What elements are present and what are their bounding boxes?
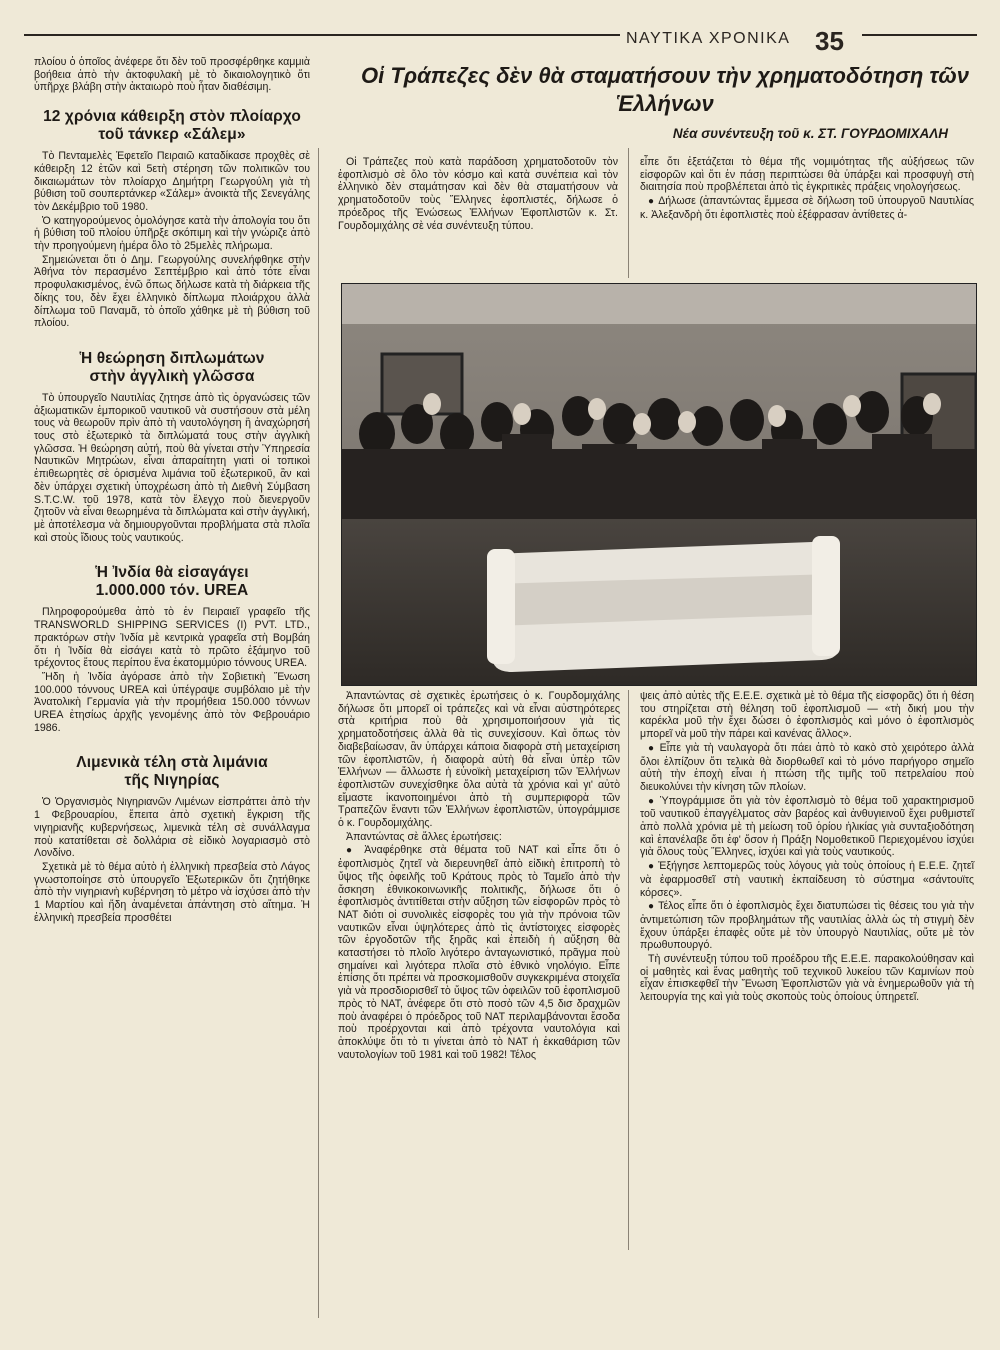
article-text: Ἀπαντώντας σὲ ἄλλες ἐρωτήσεις:: [346, 830, 502, 843]
article-text: Ἀπαντώντας σὲ σχετικὲς ἐρωτήσεις ὁ κ. Γουρδομιχάλης δήλωσε ὅτι μπορεῖ οἱ τράπεζες καὶ νὰ εἶναι αὐστηρότερες στὰ κριτήρια ποὺ θὰ χρησιμοποιήσουν γιὰ τὶς χρηματοδοτήσεις ἀλλὰ θὰ τὶς συνεχίσουν. Καὶ ὅπως τὸν διαβεβαίωσαν, ἂν ὑπάρχει κάποια διαφορὰ στὴ μεταχείριση τῶν ἐφοπλιστῶν, ἡ διαφορὰ αὐτὴ θὰ εἶναι ὑπὲρ τῶν Ἑλλήνων — ἄλλωστε ἡ εὐνοϊκὴ μεταχείριση τῶν Ἑλλήνων ἐφοπλιστῶν συνεχίσθηκε ὅλα αὐτὰ τὰ χρόνια καὶ γι' αὐτὸ εἴμαστε ἱκανοποιημένοι ἀπὸ τὴ συμπεριφορὰ τῶν Τραπεζῶν ἔναντι τῶν Ἑλλήνων ἐφοπλιστῶν, ὑπογράμμισε ὁ κ. Γουρδομιχάλης.: [338, 690, 620, 830]
article-text: ψεις ἀπὸ αὐτὲς τῆς Ε.Ε.Ε. σχετικὰ μὲ τὸ θέμα τῆς εἰσφορᾶς) ὅτι ἡ θέση του στηρίζεται στὴ θέληση τοῦ ἐφοπλισμοῦ — «τὴ δική μου τὴν καρέκλα μοῦ τὴν ἔχει δώσει ὁ ἐφοπλισμὸς καὶ μόνο ὁ ἐφοπλισμὸς μπορεῖ νὰ μοῦ τὴν πάρει καὶ κανένας ἄλλος».: [640, 690, 974, 741]
article-text: Τὴ συνέντευξη τύπου τοῦ προέδρου τῆς Ε.Ε.Ε. παρακολούθησαν καὶ οἱ μαθητὲς καὶ ἕνας μαθητὴς τοῦ τεχνικοῦ λυκείου τῶν Καμινίων ποὺ εἶχαν ἐπισκεφθεῖ τὴν Ἕνωση Ἐφοπλιστῶν γιὰ νὰ ἐνημερωθοῦν γιὰ τὴ λειτουργία της καὶ γιὰ τοὺς σκοποὺς τοὺς ὁποίους ὑπηρετεῖ.: [640, 953, 974, 1004]
main-top-right-column: [640, 156, 974, 223]
column-divider: [318, 148, 319, 1318]
article-text: Τὸ ὑπουργεῖο Ναυτιλίας ζητησε ἀπὸ τὶς ὀργανώσεις τῶν ἀξιωματικῶν ἐμπορικοῦ ναυτικοῦ νὰ συστήσουν στὰ μέλη τους νὰ θεωροῦν πρὶν ἀπὸ τὴ ναυτολόγηση ἢ ἀναχώρησή τους στὸ ἐξωτερικὸ τὰ διπλώματά τους στὴν ἀγγλικὴ γλῶσσα. Ἡ θεώρηση αὐτή, ποὺ θὰ γίνεται στὴν Ὑπηρεσία Ναυτικῶν Μητρώων, εἶναι ἀπαραίτητη γιατὶ οἱ τοπικοὶ ἐπιθεωρητὲς σὲ ὁρισμένα λιμάνια τοῦ ἐξωτερικοῦ, ἂν καὶ δὲν ὑπάρχει σχετικὴ ὑποχρέωση ἀπὸ τὴ Διεθνὴ Σύμβαση S.T.C.W. τοῦ 1978, κατὰ τὸν ἔλεγχο ποὺ διενεργοῦν ζητοῦν νὰ εἶναι θεωρημένα τὰ διπλώματα καὶ στὴν ἀγγλική, μὲ ἀποτέλεσμα νὰ δημιουργοῦνται προβλήματα στὰ πλοῖα καὶ στοὺς ἴδιους τοὺς ναυτικούς.: [34, 391, 310, 544]
article-text: ● Ἐξήγησε λεπτομερῶς τοὺς λόγους γιὰ τοὺς ὁποίους ἡ Ε.Ε.Ε. ζητεῖ νὰ ἐφαρμοσθεῖ στὴ ναυτικὴ ἐκπαίδευση τὸ σύστημα «σάντουϊτς κόρσες».: [640, 860, 974, 899]
article-headline-nigeria: Λιμενικὰ τέλη στὰ λιμάνια τῆς Νιγηρίας: [76, 754, 268, 790]
article-text: Σημειώνεται ὅτι ὁ Δημ. Γεωργούλης συνελήφθηκε στὴν Ἀθήνα τὸν περασμένο Σεπτέμβριο καὶ ἀπὸ τότε εἶναι προφυλακισμένος, ἐνῶ ὅπως δήλωσε κατὰ τὴ διάρκεια τῆς δίκης του, δὲν ἔχει ἑλληνικὸ δίπλωμα πλοιάρχου ἀλλὰ δίπλωμα τοῦ Παναμᾶ, τὸ ὁποῖο χάθηκε μὲ τὴ βύθιση τοῦ πλοίου.: [34, 253, 310, 330]
article-headline-salem: 12 χρόνια κάθειρξη στὸν πλοίαρχο τοῦ τάνκερ «Σάλεμ»: [43, 108, 301, 144]
article-text: Ὁ κατηγορούμενος ὁμολόγησε κατὰ τὴν ἀπολογία του ὅτι ἡ βύθιση τοῦ πλοίου ὑπῆρξε σκόπιμη καὶ τὴν γνώριζε ἀπὸ τὴν προηγούμενη ἡμέρα ὅλο τὸ 25μελὲς πλήρωμα.: [34, 214, 310, 253]
magazine-name: ΝΑΥΤΙΚΑ ΧΡΟΝΙΚΑ: [626, 30, 791, 47]
main-bottom-left-column: [338, 690, 620, 1062]
article-text: Πληροφορούμεθα ἀπὸ τὸ ἐν Πειραιεῖ γραφεῖο τῆς TRANSWORLD SHIPPING SERVICES (I) PVT. LTD., πρακτόρων στὴν Ἰνδία μὲ κεντρικὰ γραφεῖα στὴ Βομβάη ὅτι ἡ Ἰνδία θὰ εἰσάγει κατὰ τὸ πρῶτο ἑξάμηνο τοῦ τρέχοντος ἔτους περίπου ἕνα ἑκατομμύριο τόννους UREA.: [34, 606, 310, 670]
header-rule: [24, 34, 620, 36]
article-text: ● Εἶπε γιὰ τὴ ναυλαγορὰ ὅτι πάει ἀπὸ τὸ κακὸ στὸ χειρότερο ἀλλὰ ὅλοι ἐλπίζουν ὅτι τελικὰ θὰ διορθωθεῖ καὶ τὸ μόνο παρήγορο σημεῖο αὐτὴ τὴν ἐποχὴ εἶναι ἡ πτώση τῆς τιμῆς τοῦ πετρελαίου ποὺ διευκολύνει τὴν κίνηση τῶν πλοίων.: [640, 742, 974, 794]
main-bottom-right-column: [640, 690, 974, 1005]
column-divider: [628, 690, 629, 1250]
main-subhead: Νέα συνέντευξη τοῦ κ. ΣΤ. ΓΟΥΡΔΟΜΙΧΑΛΗ: [672, 126, 948, 141]
main-top-left-column: [338, 156, 618, 233]
press-conference-photo: [341, 283, 977, 686]
page-number: 35: [815, 26, 844, 56]
article-text: ● Ἀναφέρθηκε στὰ θέματα τοῦ ΝΑΤ καὶ εἶπε ὅτι ὁ ἐφοπλισμὸς ζητεῖ νὰ διερευνηθεῖ ἀπὸ εἰδικὴ ἐπιτροπὴ τὸ ὕψος τῆς ὀφειλῆς τοῦ Κράτους πρὸς τὸ Ταμεῖο ἀπὸ τὴν ἄσκηση ἐθνικοκοινωνικῆς πολιτικῆς, δήλωσε ὅτι ὁ ἐφοπλισμὸς ἀντιτίθεται στὴν αὔξηση τῶν εἰσφορῶν πρὸς τὸ ΝΑΤ διότι οἱ συνολικὲς εἰσφορὲς του γιὰ τὴν πρόνοια τῶν ναυτικῶν εἶναι ὑψηλότερες ἀπὸ τὶς ἀντίστοιχες εἰσφορὲς τῶν ἐργοδοτῶν τῆς ξηρᾶς καὶ ἐπειδὴ ἡ αὔξηση θὰ καταστήσει τὸ πλοῖο λιγότερο ἀνταγωνιστικό, πρᾶγμα ποὺ σημαίνει καὶ λιγότερα πλοῖα στὸ ἐθνικὸ νηολόγιο. Εἶπε ἐπίσης ὅτι πρέπει νὰ προσκομισθοῦν συγκεκριμένα στοιχεῖα γιὰ νὰ προσδιορισθεῖ τὸ ὕψος τῶν ὀφειλῶν τοῦ ἐφοπλισμοῦ πρὸς τὸ ΝΑΤ, ἀνέφερε ὅτι στὸ ποσὸ τῶν 4,5 δισ δραχμῶν ποὺ ἀναφέρει ὁ πρόεδρος τοῦ ΝΑΤ περιλαμβάνονται ἔσοδα ποὺ προέρχονται καὶ ἀπὸ τρέχοντα ναυτολόγια καὶ ἀποκλύψε ὅτι τὸ τι γίνεται ἀπὸ τὸ ΝΑΤ ἡ ἐκκαθάριση τῶν ναυτολογίων τοῦ 1981 καὶ τοῦ 1982! Τέλος: [338, 844, 620, 1061]
article-text: Ὁ Ὀργανισμὸς Νιγηριανῶν Λιμένων εἰσπράττει ἀπὸ τὴν 1 Φεβρουαρίου, ἔπειτα ἀπὸ σχετικὴ ἔγκριση τῆς νιγηριανῆς κυβερνήσεως, λιμενικὰ τέλη σὲ συνάλλαγμα ποὺ κατατίθεται σὲ δολλάρια σὲ εἰδικὸ λογαριασμὸ στὸ Λονδίνο.: [34, 796, 310, 860]
article-text: πλοίου ὁ ὁποῖος ἀνέφερε ὅτι δὲν τοῦ προσφέρθηκε καμμιὰ βοήθεια ἀπὸ τὴν ἀκτοφυλακὴ μὲ τὸ δικαιολογητικὸ ὅτι ὑπῆρχε βλάβη στὴν ἀκταιωρὸ ποὺ ἦταν διαθέσιμη.: [34, 56, 310, 94]
header-rule: [862, 34, 977, 36]
article-text: ● Τέλος εἶπε ὅτι ὁ ἐφοπλισμὸς ἔχει διατυπώσει τὶς θέσεις του γιὰ τὴν ἀντιμετώπιση τῶν προβλημάτων τῆς ναυτιλίας ἀλλὰ ὡς τὴ στιγμὴ δὲν ἔχουν ὑπάρξει ἐπαφὲς οὔτε μὲ τὸν ὑπουργὸ Ναυτιλίας, οὔτε μὲ τὸν πρωθυπουργό.: [640, 900, 974, 952]
article-text: ● Ὑπογράμμισε ὅτι γιὰ τὸν ἐφοπλισμὸ τὸ θέμα τοῦ χαρακτηρισμοῦ τοῦ ναυτικοῦ ἐπαγγέλματος σὰν βαρέος καὶ ἀνθυγιεινοῦ ἔχει ρυθμιστεῖ ἀπὸ πολλὰ χρόνια μὲ τὴ μείωση τοῦ ὁρίου ἡλικίας γιὰ συνταξιοδότηση καὶ ἐπανέλαβε ὅτι ἐφ' ὅσον ἡ Πράξη Νομοθετικοῦ Περιεχομένου ἰσχύει γιὰ ὅλους τοὺς Ἕλληνες, ἰσχύει καὶ γιὰ τοὺς ναυτικούς.: [640, 795, 974, 860]
article-text: Ἤδη ἡ Ἰνδία ἀγόρασε ἀπὸ τὴν Σοβιετικὴ Ἕνωση 100.000 τόννους UREA καὶ ὑπέγραψε συμβόλαιο μὲ τὴν Ἀνατολικὴ Γερμανία γιὰ τὴν προμήθεια 150.000 τόννων UREA ἐτησίως ἀρχῆς γενομένης ἀπὸ τὸν Φεβρουάριο 1986.: [34, 670, 310, 734]
main-headline: Οἱ Τράπεζες δὲν θὰ σταματήσουν τὴν χρηματοδότηση τῶν Ἑλλήνων: [361, 63, 969, 116]
article-text: εἶπε ὅτι ἐξετάζεται τὸ θέμα τῆς νομιμότητας τῆς αὐξήσεως τῶν εἰσφορῶν καὶ ὅτι ἐν πάσῃ περιπτώσει θὰ ὑπάρξει καὶ προσφυγὴ στὴ διαιτησία ποὺ προβλέπεται ἀπὸ τὶς ἐγκριτικὲς πράξεις νηολογήσεως.: [640, 156, 974, 194]
column-divider: [628, 148, 629, 278]
article-text: ● Δήλωσε (ἀπαντώντας ἔμμεσα σὲ δήλωση τοῦ ὑπουργοῦ Ναυτιλίας κ. Ἀλεξανδρὴ ὅτι ἐφοπλιστὲς ποὺ ἐξέφρασαν ἀντίθετες ἀ-: [640, 195, 974, 221]
article-text: Σχετικὰ μὲ τὸ θέμα αὐτὸ ἡ ἑλληνικὴ πρεσβεία στὸ Λάγος γνωστοποίησε στὸ ὑπουργεῖο Ἐξωτερικῶν ὅτι ζητήθηκε ἀπὸ τὴν νιγηριανὴ κυβέρνηση τὸ μέτρο νὰ ἰσχύσει ἀπὸ τὴν 1 Μαρτίου καὶ ἤδη ἀναμένεται ἀπάντηση στὸ αἴτημα. Ἡ ἑλληνικὴ πρεσβεία προσθέτει: [34, 860, 310, 924]
article-text: Οἱ Τράπεζες ποὺ κατὰ παράδοση χρηματοδοτοῦν τὸν ἐφοπλισμὸ σὲ ὅλο τὸν κόσμο καὶ κατὰ συνέπεια καὶ τὸν ἑλληνικὸ δὲν σταμάτησαν καὶ δὲν θὰ σταματήσουν νὰ χρηματοδοτοῦν τοὺς Ἕλληνες ἐφοπλιστές, δήλωσε ὁ πρόεδρος τῆς Ἑνώσεως Ἑλλήνων Ἐφοπλιστῶν κ. Στ. Γουρδομιχάλης σὲ νέα συνέντευξη τύπου.: [338, 156, 618, 232]
photo-illustration: [342, 284, 976, 685]
left-column: [34, 56, 310, 925]
article-headline-urea: Ἡ Ἰνδία θὰ εἰσαγάγει 1.000.000 τόν. UREA: [95, 564, 249, 600]
article-text: Τὸ Πενταμελὲς Ἐφετεῖο Πειραιῶ καταδίκασε προχθὲς σὲ κάθειρξη 12 ἐτῶν καὶ 5ετὴ στέρηση τῶν πολιτικῶν του δικαιωμάτων τὸν πλοίαρχο Δημήτρη Γεωργούλη γιὰ τὴ βύθιση τοῦ σουπερτάνκερ «Σάλεμ» ἀνοικτὰ τῆς Σενεγάλης τὸν Δεκέμβριο τοῦ 1980.: [34, 150, 310, 213]
article-headline-diplomas: Ἡ θεώρηση διπλωμάτων στὴν ἀγγλικὴ γλῶσσα: [79, 349, 265, 385]
